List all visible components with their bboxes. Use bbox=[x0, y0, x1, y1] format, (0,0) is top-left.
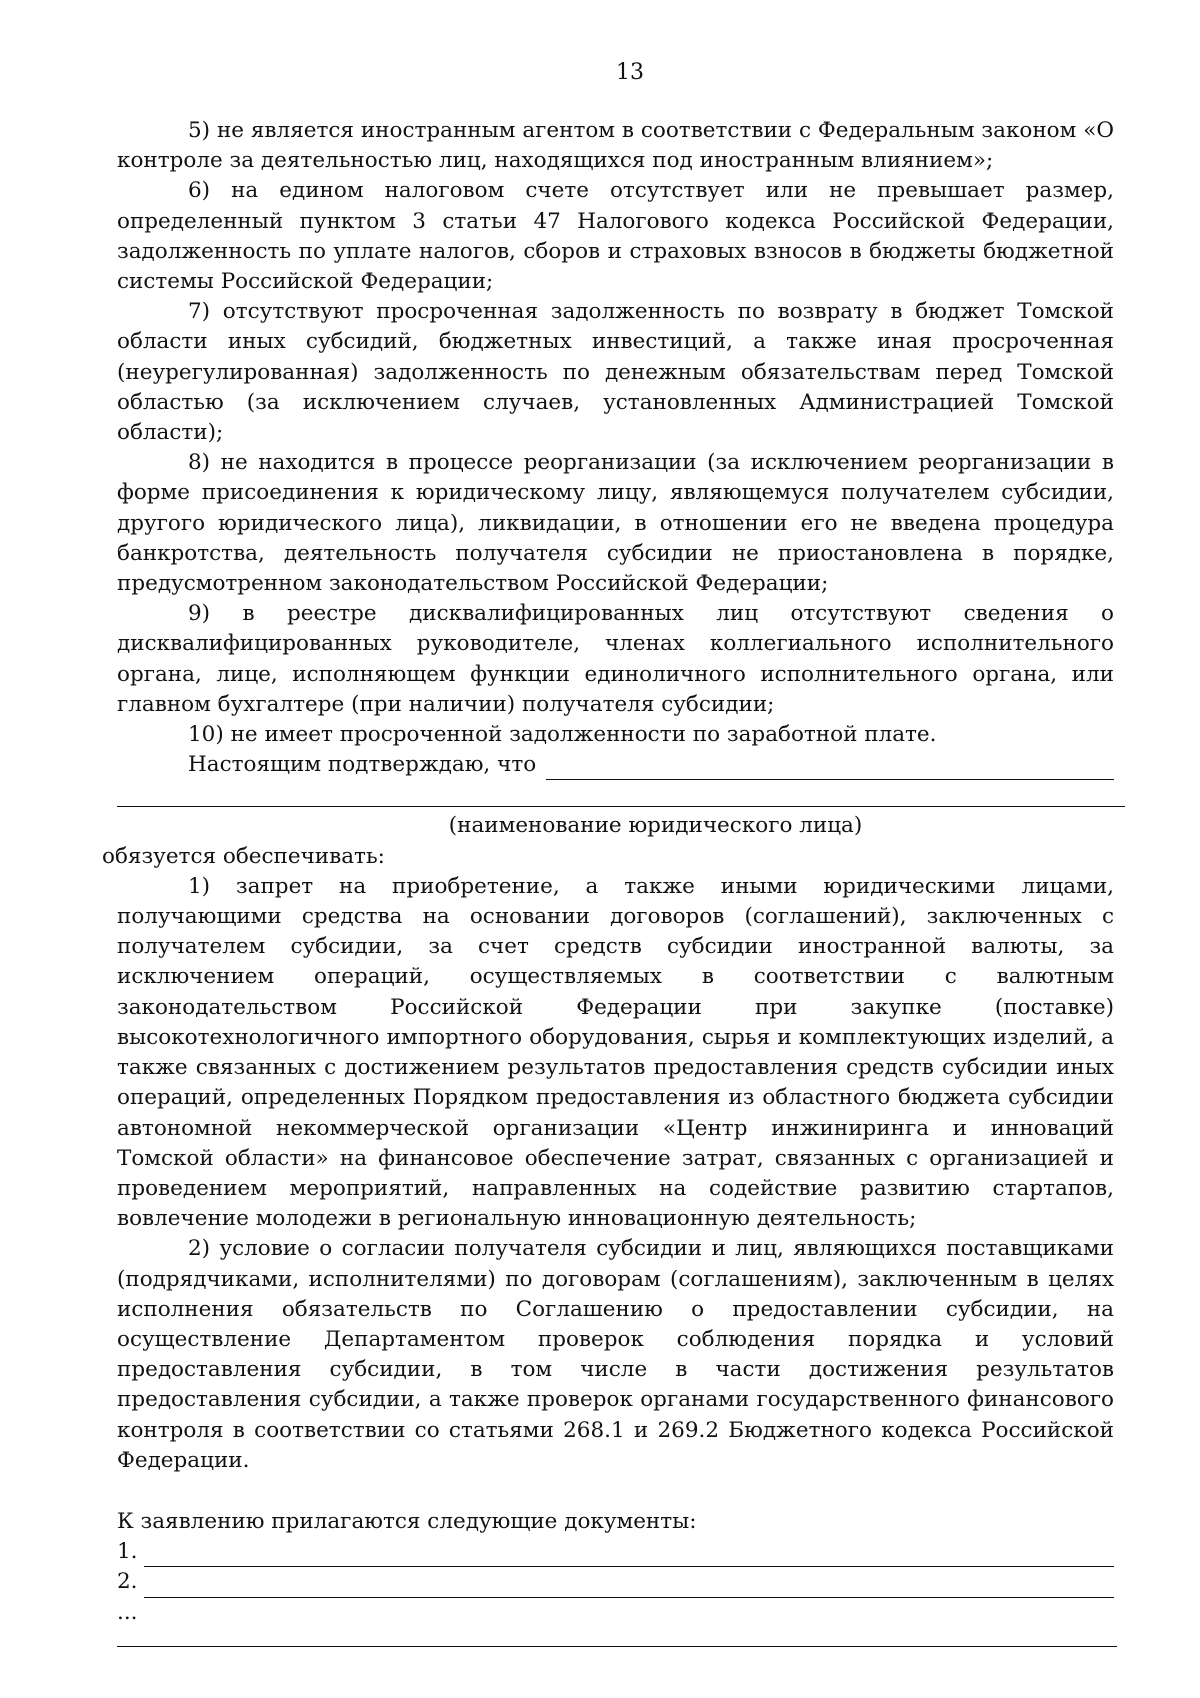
entity-name-caption: (наименование юридического лица) bbox=[448, 813, 863, 839]
attachment-number-2: 2. bbox=[117, 1569, 138, 1595]
confirm-label: Настоящим подтверждаю, что bbox=[188, 752, 537, 778]
paragraph-8: 8) не находится в процессе реорганизации (за исключением реорганизации в форме присоединения к юридическому лицу, являющемуся получателем субсидии, другого юридического лица), ликвидации, в отношении его не введена процедура банкротства, деятельность получателя субсидии не приостановлена в порядке, предусмотренном законодательством Российской Федерации; bbox=[117, 450, 1114, 597]
paragraph-10: 10) не имеет просроченной задолженности по заработной плате. bbox=[188, 722, 937, 748]
attachment-item-1 bbox=[117, 1537, 1114, 1567]
attachments-heading: К заявлению прилагаются следующие документы: bbox=[117, 1508, 697, 1534]
page-number: 13 bbox=[616, 60, 644, 85]
attachment-ellipsis: ... bbox=[117, 1599, 138, 1625]
entity-name-blank-2 bbox=[117, 782, 1125, 807]
paragraph-7: 7) отсутствуют просроченная задолженность по возврату в бюджет Томской области иных субсидий, бюджетных инвестиций, а также иная просроченная (неурегулированная) задолженность по денежным обязательствам перед Томской областью (за исключением случаев, установленных Администрацией Томской области); bbox=[117, 299, 1114, 446]
document-body bbox=[102, 116, 1114, 1647]
attachment-blank-1 bbox=[144, 1542, 1114, 1567]
paragraph-9: 9) в реестре дисквалифицированных лиц отсутствуют сведения о дисквалифицированных руководителе, членах коллегиального исполнительного органа, лице, исполняющем функции единоличного исполнительного органа, или главном бухгалтере (при наличии) получателя субсидии; bbox=[117, 601, 1114, 717]
paragraph-6: 6) на едином налоговом счете отсутствует или не превышает размер, определенный пунктом 3 статьи 47 Налогового кодекса Российской Федерации, задолженность по уплате налогов, сборов и страховых взносов в бюджеты бюджетной системы Российской Федерации; bbox=[117, 178, 1114, 295]
paragraph-5: 5) не является иностранным агентом в соответствии с Федеральным законом «О контроле за деятельностью лиц, находящихся под иностранным влиянием»; bbox=[117, 118, 1114, 174]
attachment-number-1: 1. bbox=[117, 1539, 138, 1565]
attachment-blank-3 bbox=[117, 1622, 1117, 1647]
attachment-blank-2 bbox=[144, 1573, 1114, 1598]
confirm-line bbox=[117, 750, 1114, 780]
obligation-1: 1) запрет на приобретение, а также иными юридическими лицами, получающими средства на основании договоров (соглашений), заключенных с получателем субсидии, за счет средств субсидии иностранной валюты, за исключением операций, осуществляемых в соответствии с валютным законодательством Российской Федерации при закупке (поставке) высокотехнологичного импортного оборудования, сырья и комплектующих изделий, а также связанных с достижением результатов предоставления средств субсидии иных операций, определенных Порядком предоставления из областного бюджета субсидии автономной некоммерческой организации «Центр инжиниринга и инноваций Томской области» на финансовое обеспечение затрат, связанных с организацией и проведением мероприятий, направленных на содействие развитию стартапов, вовлечение молодежи в региональную инновационную деятельность; bbox=[117, 873, 1114, 1232]
obliges-line: обязуется обеспечивать: bbox=[102, 843, 385, 869]
attachment-item-2 bbox=[117, 1567, 1114, 1597]
obligation-2: 2) условие о согласии получателя субсидии и лиц, являющихся поставщиками (подрядчиками, исполнителями) по договорам (соглашениям), заключенным в целях исполнения обязательств по Соглашению о предоставлении субсидии, на осуществление Департаментом проверок соблюдения порядка и условий предоставления субсидии, в том числе в части достижения результатов предоставления субсидии, а также проверок органами государственного финансового контроля в соответствии со статьями 268.1 и 269.2 Бюджетного кодекса Российской Федерации. bbox=[117, 1236, 1114, 1473]
entity-name-blank-1 bbox=[546, 755, 1114, 780]
spacer bbox=[117, 1476, 1114, 1507]
